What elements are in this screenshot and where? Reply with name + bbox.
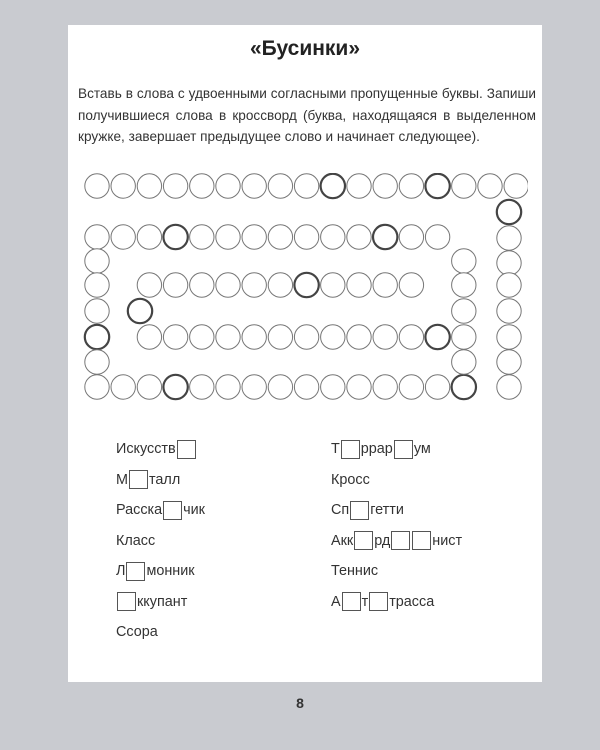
word-fragment: ум bbox=[413, 441, 431, 457]
word-fragment: Л bbox=[116, 563, 126, 579]
bead[interactable] bbox=[347, 225, 371, 249]
bead[interactable] bbox=[190, 174, 214, 198]
letter-box[interactable] bbox=[342, 592, 361, 611]
bead[interactable] bbox=[497, 299, 521, 323]
word-fragment: нист bbox=[432, 532, 463, 549]
bead[interactable] bbox=[294, 225, 318, 249]
page-number: 8 bbox=[296, 695, 304, 711]
bead[interactable] bbox=[216, 174, 240, 198]
letter-box[interactable] bbox=[117, 592, 136, 611]
word-fragment: гетти bbox=[370, 502, 404, 518]
word-fragment: Ссора bbox=[116, 624, 158, 640]
bead[interactable] bbox=[111, 375, 135, 399]
bead[interactable] bbox=[137, 325, 161, 349]
word-fragment: монник bbox=[146, 563, 195, 579]
bead[interactable] bbox=[425, 375, 449, 399]
word-fragment: ккупант bbox=[137, 593, 188, 610]
word-task bbox=[331, 560, 378, 582]
bead[interactable] bbox=[190, 273, 214, 297]
highlighted-bead[interactable] bbox=[425, 174, 449, 198]
letter-box[interactable] bbox=[412, 531, 431, 550]
word-task bbox=[116, 560, 195, 582]
bead[interactable] bbox=[216, 375, 240, 399]
bead[interactable] bbox=[399, 273, 423, 297]
letter-box[interactable] bbox=[341, 440, 360, 459]
highlighted-bead[interactable] bbox=[163, 225, 187, 249]
highlighted-bead[interactable] bbox=[163, 375, 187, 399]
word-task bbox=[331, 438, 431, 460]
bead[interactable] bbox=[268, 225, 292, 249]
bead[interactable] bbox=[452, 249, 476, 273]
word-fragment: чик bbox=[183, 502, 205, 518]
bead[interactable] bbox=[268, 375, 292, 399]
word-task bbox=[331, 530, 462, 552]
bead[interactable] bbox=[85, 249, 109, 273]
letter-box[interactable] bbox=[177, 440, 196, 459]
bead[interactable] bbox=[190, 375, 214, 399]
bead[interactable] bbox=[85, 375, 109, 399]
bead[interactable] bbox=[294, 325, 318, 349]
bead[interactable] bbox=[190, 325, 214, 349]
letter-box[interactable] bbox=[394, 440, 413, 459]
bead[interactable] bbox=[497, 350, 521, 374]
bead[interactable] bbox=[216, 273, 240, 297]
bead[interactable] bbox=[399, 325, 423, 349]
bead-crossword bbox=[78, 173, 528, 433]
bead[interactable] bbox=[216, 325, 240, 349]
bead[interactable] bbox=[347, 174, 371, 198]
highlighted-bead[interactable] bbox=[128, 299, 152, 323]
bead[interactable] bbox=[137, 273, 161, 297]
bead[interactable] bbox=[347, 273, 371, 297]
bead[interactable] bbox=[399, 375, 423, 399]
bead[interactable] bbox=[85, 225, 109, 249]
word-fragment: Расска bbox=[116, 502, 163, 518]
word-fragment: Класс bbox=[116, 532, 156, 549]
bead[interactable] bbox=[242, 273, 266, 297]
word-fragment: Кросс bbox=[331, 471, 370, 488]
highlighted-bead[interactable] bbox=[497, 200, 521, 224]
word-fragment: Сп bbox=[331, 502, 350, 518]
bead[interactable] bbox=[85, 174, 109, 198]
word-fragment: Теннис bbox=[331, 563, 379, 579]
bead[interactable] bbox=[497, 325, 521, 349]
bead[interactable] bbox=[163, 174, 187, 198]
bead[interactable] bbox=[347, 375, 371, 399]
letter-box[interactable] bbox=[369, 592, 388, 611]
bead[interactable] bbox=[163, 325, 187, 349]
highlighted-bead[interactable] bbox=[425, 325, 449, 349]
letter-box[interactable] bbox=[126, 562, 145, 581]
word-fragment: М bbox=[116, 471, 128, 488]
bead[interactable] bbox=[497, 226, 521, 250]
page-title: «Бусинки» bbox=[249, 37, 361, 60]
bead[interactable] bbox=[268, 174, 292, 198]
bead[interactable] bbox=[373, 375, 397, 399]
word-fragment: т bbox=[361, 593, 369, 610]
word-fragment: Акк bbox=[331, 532, 354, 549]
highlighted-bead[interactable] bbox=[294, 273, 318, 297]
word-task bbox=[116, 438, 197, 460]
bead[interactable] bbox=[321, 375, 345, 399]
bead[interactable] bbox=[294, 174, 318, 198]
word-fragment: А bbox=[331, 593, 341, 610]
bead[interactable] bbox=[190, 225, 214, 249]
bead[interactable] bbox=[137, 375, 161, 399]
highlighted-bead[interactable] bbox=[321, 174, 345, 198]
bead[interactable] bbox=[452, 174, 476, 198]
worksheet-page bbox=[68, 25, 542, 682]
bead[interactable] bbox=[242, 375, 266, 399]
bead[interactable] bbox=[497, 251, 521, 275]
letter-box[interactable] bbox=[350, 501, 369, 520]
bead[interactable] bbox=[163, 273, 187, 297]
letter-box[interactable] bbox=[129, 470, 148, 489]
bead[interactable] bbox=[497, 375, 521, 399]
bead[interactable] bbox=[111, 174, 135, 198]
word-task bbox=[331, 469, 370, 491]
word-fragment: рд bbox=[374, 532, 391, 549]
bead[interactable] bbox=[137, 174, 161, 198]
bead[interactable] bbox=[478, 174, 502, 198]
highlighted-bead[interactable] bbox=[85, 325, 109, 349]
bead[interactable] bbox=[504, 174, 528, 198]
word-task bbox=[116, 499, 205, 521]
bead[interactable] bbox=[242, 325, 266, 349]
bead[interactable] bbox=[399, 174, 423, 198]
bead[interactable] bbox=[321, 225, 345, 249]
word-task bbox=[331, 591, 434, 613]
bead[interactable] bbox=[347, 325, 371, 349]
word-fragment: трасса bbox=[389, 593, 435, 610]
bead[interactable] bbox=[268, 273, 292, 297]
word-task bbox=[116, 621, 158, 643]
bead[interactable] bbox=[85, 299, 109, 323]
word-task bbox=[116, 591, 187, 613]
highlighted-bead[interactable] bbox=[452, 375, 476, 399]
bead[interactable] bbox=[399, 225, 423, 249]
bead[interactable] bbox=[452, 273, 476, 297]
word-fragment: Т bbox=[331, 441, 340, 457]
word-task bbox=[116, 469, 180, 491]
letter-box[interactable] bbox=[354, 531, 373, 550]
instructions-text: Вставь в слова с удвоенными согласными пропущенные буквы. Запиши получившиеся слова в кроссворд (буква, находящаяся в выделенном кружке, завершает предыдущее слово и начинает следующее). bbox=[78, 86, 536, 144]
bead[interactable] bbox=[452, 299, 476, 323]
bead[interactable] bbox=[452, 350, 476, 374]
bead[interactable] bbox=[321, 325, 345, 349]
bead[interactable] bbox=[111, 225, 135, 249]
word-task bbox=[116, 530, 155, 552]
letter-box[interactable] bbox=[391, 531, 410, 550]
highlighted-bead[interactable] bbox=[373, 225, 397, 249]
word-fragment: Искусств bbox=[116, 441, 176, 457]
word-fragment: ррар bbox=[360, 441, 393, 457]
bead[interactable] bbox=[85, 273, 109, 297]
bead[interactable] bbox=[321, 273, 345, 297]
bead[interactable] bbox=[85, 350, 109, 374]
word-fragment: талл bbox=[149, 471, 181, 488]
bead[interactable] bbox=[373, 325, 397, 349]
bead[interactable] bbox=[294, 375, 318, 399]
bead[interactable] bbox=[216, 225, 240, 249]
bead[interactable] bbox=[242, 225, 266, 249]
bead[interactable] bbox=[137, 225, 161, 249]
bead[interactable] bbox=[268, 325, 292, 349]
bead[interactable] bbox=[242, 174, 266, 198]
letter-box[interactable] bbox=[163, 501, 182, 520]
bead[interactable] bbox=[452, 325, 476, 349]
bead[interactable] bbox=[425, 225, 449, 249]
bead[interactable] bbox=[373, 174, 397, 198]
word-task bbox=[331, 499, 404, 521]
bead[interactable] bbox=[497, 273, 521, 297]
bead[interactable] bbox=[373, 273, 397, 297]
